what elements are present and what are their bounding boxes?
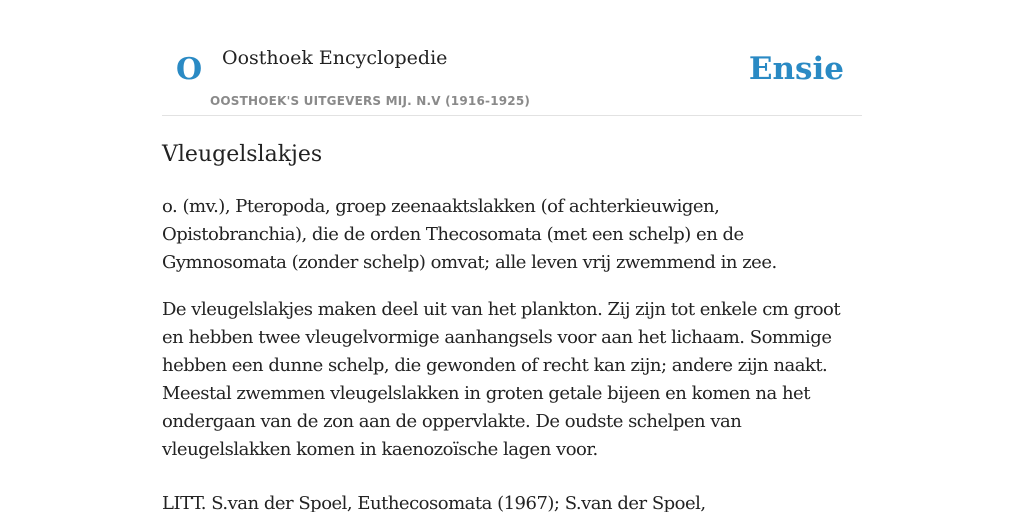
publication-title[interactable]: Oosthoek Encyclopedie bbox=[222, 47, 448, 69]
publisher-subtitle: OOSTHOEK'S UITGEVERS MIJ. N.V (1916-1925) bbox=[210, 94, 531, 108]
publication-logo[interactable]: O bbox=[176, 52, 203, 87]
entry-paragraph: De vleugelslakjes maken deel uit van het plankton. Zij zijn tot enkele cm groot en hebben twee vleugelvormige aanhangsels voor aan het lichaam. Sommige hebben een dunne schelp, die gewonden of recht kan zijn; andere zijn naakt. Meestal zwemmen vleugelslakken in groten getale bijeen en komen na het ondergaan van de zon aan de oppervlakte. De oudste schelpen van vleugelslakken komen in kaenozoïsche lagen voor. bbox=[162, 299, 841, 460]
article-page bbox=[162, 0, 862, 512]
entry-paragraph: o. (mv.), Pteropoda, groep zeenaaktslakken (of achterkieuwigen, Opistobranchia), die de orden Thecosomata (met een schelp) en de Gymnosomata (zonder schelp) omvat; alle leven vrij zwemmend in zee. bbox=[162, 196, 777, 273]
entry-title: Vleugelslakjes bbox=[162, 142, 323, 167]
ensie-logo[interactable]: Ensie bbox=[748, 51, 844, 87]
publication-header bbox=[162, 0, 862, 116]
literature-paragraph: LITT. S.van der Spoel, Euthecosomata (1967); S.van der Spoel, bbox=[162, 493, 706, 512]
